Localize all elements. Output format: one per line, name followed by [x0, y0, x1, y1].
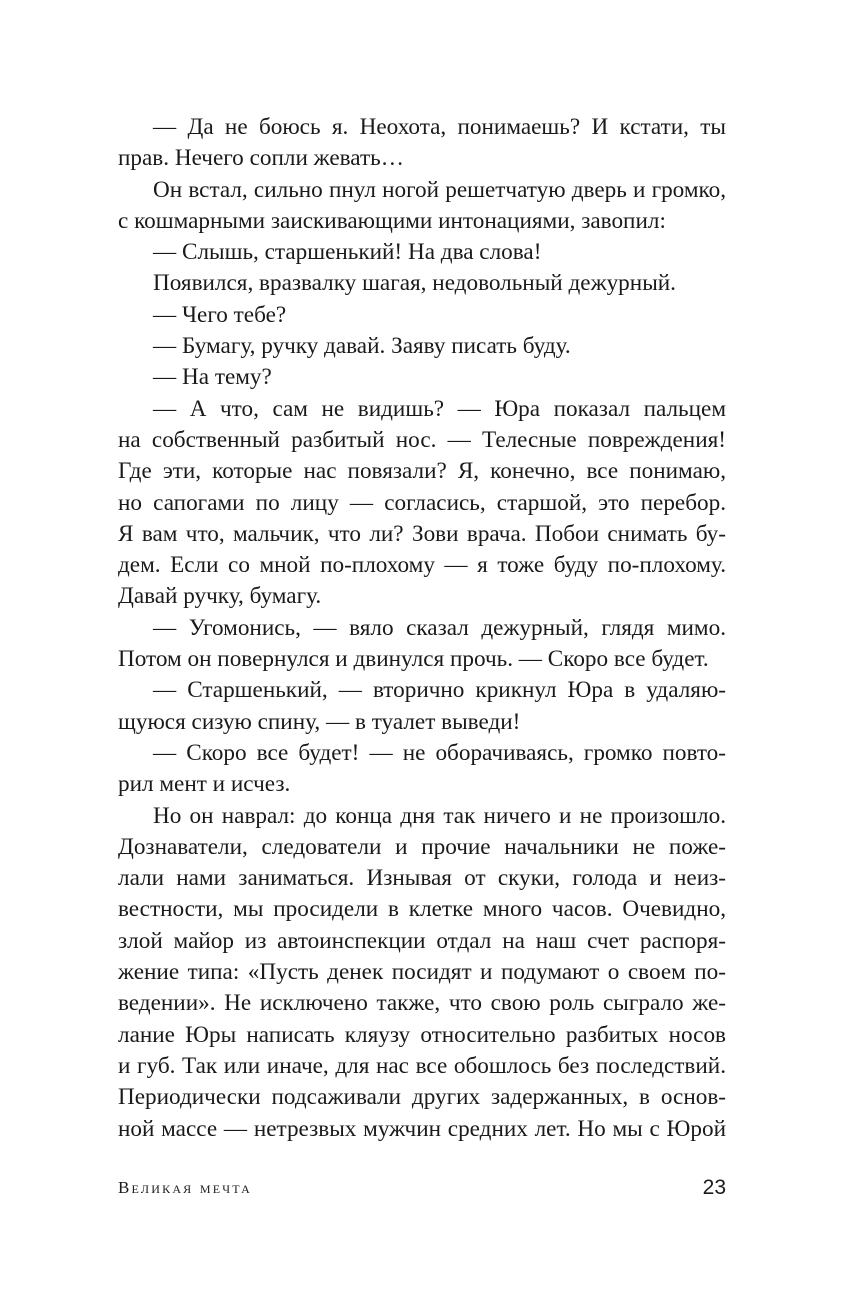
text-line: злой майор из автоинспекции отдал на наш счет распоря- — [118, 927, 726, 954]
paragraph-4 — [118, 268, 726, 299]
text-line: дем. Если со мной по-плохому — я тоже буду по-плохому. — [118, 552, 726, 579]
text-line: — Слышь, старшенький! На два слова! — [153, 239, 542, 266]
paragraph-11 — [118, 738, 726, 801]
text-line: Но он наврал: до конца дня так ничего и не произошло. — [153, 802, 726, 829]
text-line: Потом он повернулся и двинулся прочь. — Скоро все будет. — [118, 646, 709, 673]
text-line: лали нами заниматься. Изнывая от скуки, голода и неиз- — [118, 865, 726, 892]
text-line: вестности, мы просидели в клетке много часов. Очевидно, — [118, 896, 726, 923]
paragraph-3 — [118, 237, 726, 268]
text-line: Появился, вразвалку шагая, недовольный дежурный. — [153, 270, 676, 297]
text-line: с кошмарными заискивающими интонациями, завопил: — [118, 207, 666, 234]
paragraph-7 — [118, 362, 726, 393]
text-line: — Чего тебе? — [153, 301, 287, 328]
text-line: — Да не боюсь я. Неохота, понимаешь? И кстати, ты — [153, 114, 726, 140]
text-line: на собственный разбитый нос. — Телесные повреждения! — [118, 426, 726, 453]
paragraph-10 — [118, 675, 726, 738]
paragraph-6 — [118, 331, 726, 362]
text-line: ведении». Не исключено также, что свою роль сыграло же- — [118, 990, 726, 1017]
text-line: Периодически подсаживали других задержанных, в основ- — [118, 1084, 726, 1111]
paragraph-9 — [118, 613, 726, 676]
text-line: Я вам что, мальчик, что ли? Зови врача. Побои снимать бу- — [118, 520, 726, 547]
text-line: жение типа: «Пусть денек посидят и подумают о своем по- — [118, 959, 726, 986]
paragraph-2 — [118, 175, 726, 238]
paragraph-1 — [118, 112, 726, 175]
text-line: — Бумагу, ручку давай. Заяву писать буду. — [153, 333, 571, 360]
text-line: ной массе — нетрезвых мужчин средних лет. Но мы с Юрой — [118, 1115, 726, 1142]
page-number: 23 — [702, 1176, 726, 1199]
text-line: но сапогами по лицу — согласись, старшой, это перебор. — [118, 489, 726, 516]
text-line: рил мент и исчез. — [118, 771, 291, 798]
text-line: Давай ручку, бумагу. — [118, 583, 322, 610]
body-text — [118, 112, 726, 1145]
paragraph-5 — [118, 300, 726, 331]
text-line: — Старшенький, — вторично крикнул Юра в удаляю- — [153, 677, 726, 704]
text-line: — Скоро все будет! — не оборачиваясь, громко повто- — [153, 739, 726, 766]
running-footer-title: Великая мечта — [118, 1178, 253, 1197]
text-line: — Угомонись, — вяло сказал дежурный, глядя мимо. — [153, 614, 726, 641]
text-line: — На тему? — [153, 364, 272, 391]
paragraph-8 — [118, 394, 726, 613]
text-line: и губ. Так или иначе, для нас все обошлось без последствий. — [118, 1052, 726, 1079]
text-line: Дознаватели, следователи и прочие начальники не поже- — [118, 833, 726, 860]
text-line: лание Юры написать кляузу относительно разбитых носов — [118, 1021, 726, 1048]
paragraph-12 — [118, 801, 726, 1145]
text-line: Где эти, которые нас повязали? Я, конечно, все понимаю, — [118, 458, 726, 485]
text-line: прав. Нечего сопли жевать… — [118, 145, 404, 172]
text-line: Он встал, сильно пнул ногой решетчатую дверь и громко, — [153, 176, 726, 203]
text-line: щуюся сизую спину, — в туалет выведи! — [118, 708, 521, 735]
text-line: — А что, сам не видишь? — Юра показал пальцем — [153, 395, 726, 422]
